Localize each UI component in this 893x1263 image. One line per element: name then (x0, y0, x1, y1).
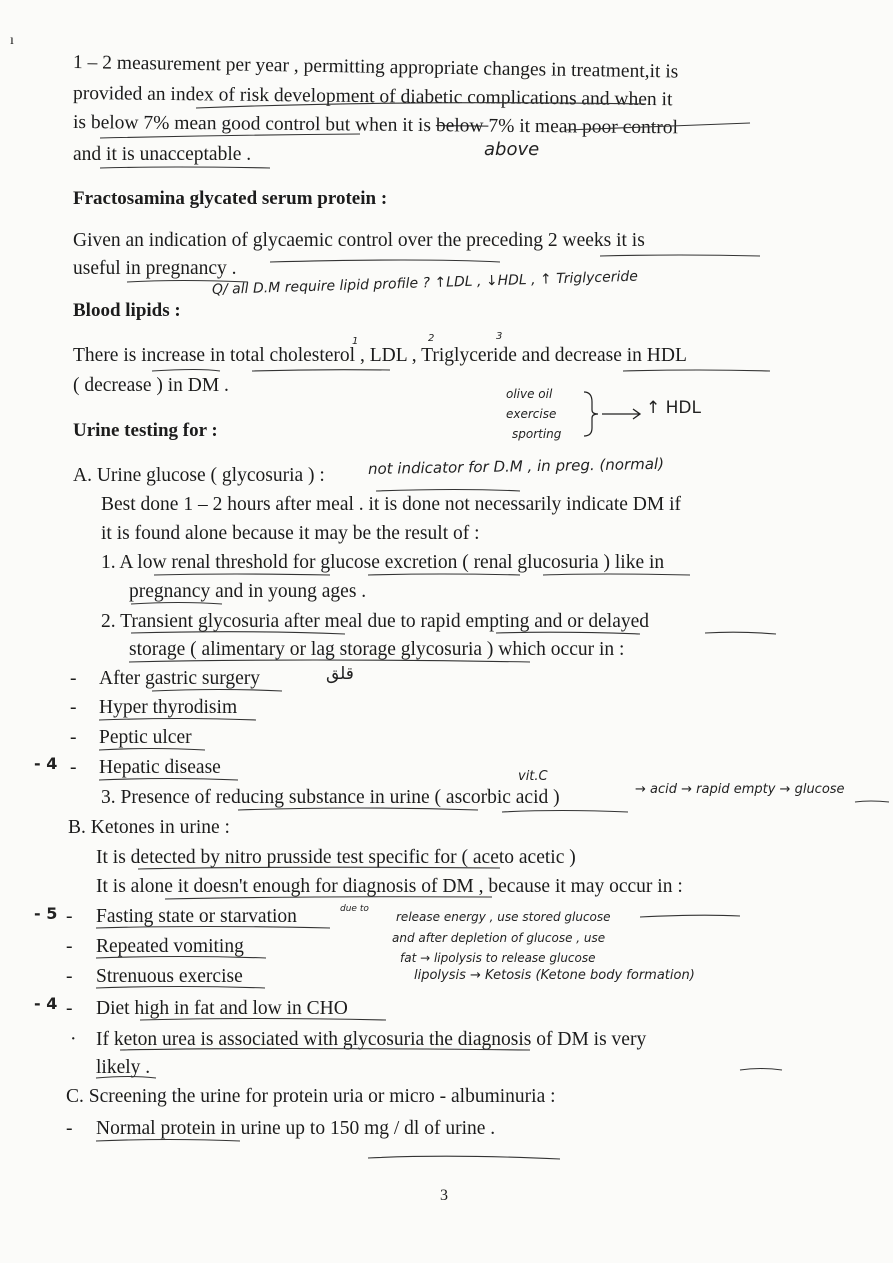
intro-line-4: and it is unacceptable . (73, 144, 252, 165)
lipids-note-num-2: 2 (428, 333, 435, 344)
page-number: 3 (440, 1187, 448, 1204)
urine-a-line-1: Best done 1 – 2 hours after meal . it is done not necessarily indicate DM if (101, 494, 681, 515)
lipids-note-num-1: 1 (352, 336, 359, 347)
b-bullet-diet: Diet high in fat and low in CHO (96, 998, 348, 1019)
lipids-heading: Blood lipids : (73, 300, 181, 321)
b-note-3: fat → lipolysis to release glucose (400, 951, 596, 965)
margin-mark-5: - 5 (34, 904, 58, 923)
bullet-dash: - (70, 668, 77, 689)
urine-a-note: not indicator for D.M , in preg. (normal) (367, 454, 665, 478)
b-if-line-1: If keton urea is associated with glycosuria the diagnosis of DM is very (96, 1029, 647, 1050)
bullet-dash: - (70, 727, 77, 748)
b-bullet-exercise: Strenuous exercise (96, 966, 243, 987)
intro-line-1: 1 – 2 measurement per year , permitting appropriate changes in treatment,it is (72, 52, 679, 83)
bullet-gastric: After gastric surgery (99, 668, 260, 689)
bullet-dash: - (66, 906, 73, 927)
intro-line-3 (73, 113, 678, 138)
item-1-line-2: pregnancy and in young ages . (129, 581, 367, 602)
intro-line-2: provided an index of risk development of diabetic complications and when it (72, 83, 673, 111)
bullet-dash: - (66, 1118, 73, 1139)
intro-line-3b: 7% it mean poor control (488, 115, 679, 139)
lipids-note-num-3: 3 (496, 331, 503, 342)
brace-arrow-icon (580, 390, 650, 440)
b-note-4: lipolysis → Ketosis (Ketone body formation) (414, 968, 695, 983)
urine-a-line-2: it is found alone because it may be the result of : (101, 523, 480, 544)
urine-b-line-1: It is detected by nitro prusside test specific for ( aceto acetic ) (96, 847, 576, 868)
fructosamine-heading: Fractosamina glycated serum protein : (73, 188, 388, 209)
item-3-note-arrow: → acid → rapid empty → glucose (635, 782, 845, 797)
urine-c-title: C. Screening the urine for protein uria or micro - albuminuria : (66, 1086, 556, 1107)
arabic-note: قلق (326, 664, 354, 684)
bullet-hepatic: Hepatic disease (99, 757, 221, 778)
lipids-line-2: ( decrease ) in DM . (73, 375, 229, 396)
bullet-dash: - (66, 966, 73, 987)
b-note-2: and after depletion of glucose , use (392, 931, 606, 945)
urine-b-line-2: It is alone it doesn't enough for diagnosis of DM , because it may occur in : (96, 876, 683, 897)
item-2-line-1: 2. Transient glycosuria after meal due to rapid empting and or delayed (101, 611, 650, 632)
b-bullet-vomiting: Repeated vomiting (96, 936, 244, 957)
item-2-line-2: storage ( alimentary or lag storage glycosuria ) which occur in : (129, 639, 625, 660)
margin-mark-4b: - 4 (34, 994, 58, 1013)
item-1-line-1: 1. A low renal threshold for glucose excretion ( renal glucosuria ) like in (101, 552, 665, 573)
bullet-thyroid: Hyper thyrodisim (99, 697, 238, 718)
bullet-dash: - (66, 936, 73, 957)
fructosamine-line-2: useful in pregnancy . (73, 258, 237, 279)
bullet-dot: · (70, 1029, 77, 1050)
lipids-note-exercise: exercise (506, 407, 557, 421)
c-bullet-protein: Normal protein in urine up to 150 mg / dl of urine . (96, 1118, 496, 1139)
lipids-note-hdl: ↑ HDL (646, 398, 701, 418)
intro-line-3a: is below 7% mean good control but when it is (72, 112, 436, 137)
lipids-note-olive: olive oil (506, 387, 553, 401)
b-note-1: release energy , use stored glucose (396, 910, 611, 924)
b-note-due: due to (340, 904, 369, 914)
b-bullet-fasting: Fasting state or starvation (96, 906, 297, 927)
urine-b-title: B. Ketones in urine : (68, 817, 230, 838)
bullet-dash: - (70, 697, 77, 718)
intro-line-3-strike: below (435, 115, 489, 137)
bullet-dash: - (70, 757, 77, 778)
bullet-dash: - (66, 998, 73, 1019)
lipids-note-question: Q/ all D.M require lipid profile ? ↑LDL , ↓HDL , ↑ Triglyceride (211, 268, 639, 298)
fructosamine-line-1: Given an indication of glycaemic control over the preceding 2 weeks it is (73, 230, 645, 251)
margin-mark-4: - 4 (34, 754, 58, 773)
item-3: 3. Presence of reducing substance in urine ( ascorbic acid ) (101, 787, 560, 808)
b-if-line-2: likely . (96, 1057, 151, 1078)
urine-a-title: A. Urine glucose ( glycosuria ) : (73, 465, 325, 486)
lipids-note-sporting: sporting (512, 427, 562, 441)
lipids-line-1: There is increase in total cholesterol , LDL , Triglyceride and decrease in HDL (73, 345, 687, 366)
scan-mark: ı (10, 33, 14, 48)
urine-heading: Urine testing for : (73, 420, 218, 441)
item-3-note-vitc: vit.C (518, 769, 548, 784)
note-above: above (484, 139, 540, 160)
bullet-peptic: Peptic ulcer (99, 727, 192, 748)
